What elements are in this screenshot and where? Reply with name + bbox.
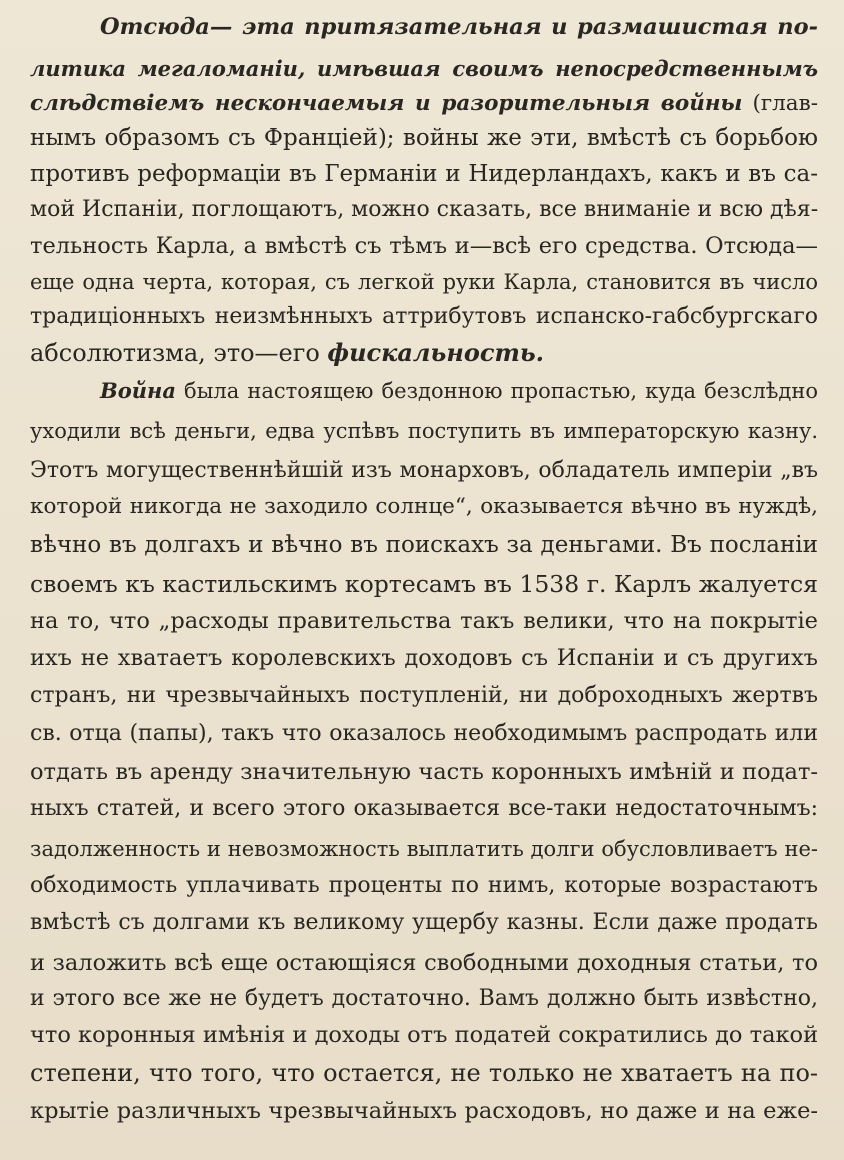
text-segment: странъ, ни чрезвычайныхъ поступленій, ни доброходныхъ жертвъ (30, 683, 818, 708)
text-line (30, 1090, 818, 1132)
text-line (30, 788, 818, 830)
text-line (30, 1014, 818, 1056)
text-segment: отдать въ аренду значительную часть коронныхъ имѣній и подат- (30, 759, 818, 785)
text-segment: уходили всѣ деньги, едва успѣвъ поступить въ императорскую казну. (30, 419, 818, 443)
text-segment: на то, что „расходы правительства такъ велики, что на покрытіе (30, 608, 818, 634)
text-segment: традиціонныхъ неизмѣнныхъ аттрибутовъ испанско-габсбургскаго (30, 304, 818, 329)
text-segment: вмѣстѣ съ долгами къ великому ущербу казны. Если даже продать (30, 910, 818, 935)
text-line (30, 486, 818, 528)
text-line (100, 6, 818, 48)
italic-text-segment: Отсюда— эта притязательная и размашистая по- (100, 14, 818, 40)
text-segment: Этотъ могущественнѣйшій изъ монарховъ, обладатель имперіи „въ (30, 458, 818, 483)
text-line (30, 828, 818, 870)
text-line (30, 713, 818, 755)
italic-text-segment: фискальность. (327, 338, 545, 367)
text-line (30, 675, 818, 717)
text-segment: нымъ образомъ съ Франціей); войны же эти, вмѣстѣ съ борьбою (30, 125, 818, 151)
text-segment: степени, что того, что остается, не только не хватаетъ на по- (30, 1059, 818, 1087)
text-segment: тельность Карла, а вмѣстѣ съ тѣмъ и—всѣ его средства. Отсюда— (30, 233, 818, 259)
text-segment: ныхъ статей, и всего этого оказывается все-таки недостаточнымъ: (30, 796, 818, 821)
text-line (30, 563, 818, 605)
text-segment: св. отца (папы), такъ что оказалось необходимымъ распродать или (30, 721, 818, 746)
text-line (30, 1052, 818, 1094)
text-segment: (глав- (742, 91, 818, 116)
text-segment: и заложить всѣ еще остающіяся свободными доходныя статьи, то (30, 950, 818, 976)
text-line (30, 637, 818, 679)
text-line (30, 524, 818, 566)
text-line (30, 332, 818, 374)
text-segment: еще одна черта, которая, съ легкой руки Карла, становится въ число (30, 270, 818, 294)
italic-text-segment: слѣдствіемъ нескончаемыя и разорительныя войны (30, 91, 743, 116)
italic-text-segment: литика мегаломаніи, имѣвшая своимъ непосредственнымъ (30, 56, 818, 81)
text-segment: крытіе различныхъ чрезвычайныхъ расходовъ, но даже и на еже- (30, 1098, 818, 1124)
text-segment: ихъ не хватаетъ королевскихъ доходовъ съ Испаніи и съ другихъ (30, 645, 818, 671)
text-line (30, 902, 818, 944)
text-line (100, 370, 818, 412)
text-segment: что коронныя имѣнія и доходы отъ податей сократились до такой (30, 1022, 819, 1048)
text-segment: которой никогда не заходило солнце“, оказывается вѣчно въ нуждѣ, (30, 494, 818, 519)
text-line (30, 600, 818, 642)
text-segment: была настоящею бездонною пропастью, куда безслѣдно (175, 379, 818, 403)
text-segment: и этого все же не будетъ достаточно. Вамъ должно быть извѣстно, (30, 986, 818, 1011)
text-segment: обходимость уплачивать проценты по нимъ, которые возрастаютъ (30, 873, 818, 898)
text-segment: мой Испаніи, поглощаютъ, можно сказать, все вниманіе и всю дѣя- (30, 197, 819, 222)
text-line (30, 751, 818, 793)
text-segment: своемъ къ кастильскимъ кортесамъ въ 1538 г. Карлъ жалуется (30, 570, 818, 598)
text-segment: абсолютизма, это—его (30, 339, 328, 367)
text-segment: вѣчно въ долгахъ и вѣчно въ поискахъ за деньгами. Въ посланіи (30, 532, 818, 558)
text-segment: задолженность и невозможность выплатить долги обусловливаетъ не- (30, 837, 818, 861)
text-segment: противъ реформаціи въ Германіи и Нидерландахъ, какъ и въ са- (30, 161, 818, 187)
italic-text-segment: Война (100, 378, 176, 403)
text-line (30, 410, 818, 452)
text-line (30, 865, 818, 907)
